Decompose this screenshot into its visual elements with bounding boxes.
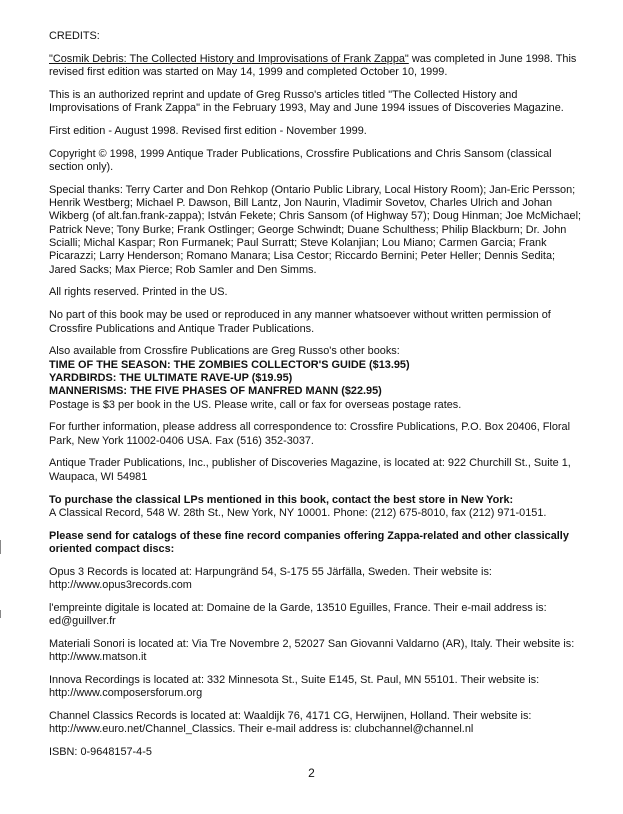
company-innova: Innova Recordings is located at: 332 Minnesota St., Suite E145, St. Paul, MN 55101. Their website is: http://www.composersforum.org xyxy=(49,673,540,700)
book-title-mannerisms: MANNERISMS: THE FIVE PHASES OF MANFRED MANN ($22.95) xyxy=(49,385,382,398)
company-channel-classics: Channel Classics Records is located at: Waaldijk 76, 4171 CG, Herwijnen, Holland. Their website is: http://www.euro.net/Channel_Classics. Their e-mail address is: clubchannel@channel.nl xyxy=(49,710,532,736)
book-title: "Cosmik Debris: The Collected History and Improvisations of Frank Zappa" xyxy=(49,52,409,65)
special-thanks-paragraph: Special thanks: Terry Carter and Don Rehkop (Ontario Public Library, Local History Room); Jan-Eric Persson; Henrik Westberg; Michael P. Dawson, Bill Lantz, Jon Naurin, Vladimir Sovetov, Charles Ulrich and Johan Wikberg (of alt.fan.frank-zappa); István Fekete; Chris Sansom (of Highway 57); Doug Hinman; Joe McMichael; Patrick Neve; Tony Burke; Frank Ostlinger; George Schwindt; Duane Schulthess; Philip Blackburn; Dr. John Scialli; Michal Kaspar; Ron Furmanek; Paul Surratt; Steve Kolanjian; Lou Miano; Carmen Garcia; Frank Picarazzi; Larry Henderson; Romano Manara; Lisa Cestor; Riccardo Bernini; Peter Heller; Dennis Sedita; Jared Sacks; Max Pierce; Rob Samler and Den Simms. xyxy=(49,183,582,276)
permission-paragraph: No part of this book may be used or reproduced in any manner whatsoever without written permission of Crossfire Publications and Antique Trader Publications. xyxy=(49,309,551,335)
company-materiali-sonori: Materiali Sonori is located at: Via Tre Novembre 2, 52027 San Giovanni Valdarno (AR), Italy. Their website is: http://www.matson.it xyxy=(49,637,575,664)
copyright-paragraph: Copyright © 1998, 1999 Antique Trader Publications, Crossfire Publications and Chris Sansom (classical section only). xyxy=(49,147,552,174)
book-title-yardbirds: YARDBIRDS: THE ULTIMATE RAVE-UP ($19.95) xyxy=(49,371,293,384)
company-opus3: Opus 3 Records is located at: Harpungränd 54, S-175 55 Järfälla, Sweden. Their website is: http://www.opus3records.com xyxy=(49,565,492,591)
classical-lps-heading: To purchase the classical LPs mentioned in this book, contact the best store in New York: xyxy=(49,493,514,506)
classical-lps-section xyxy=(49,494,584,521)
isbn: ISBN: 0-9648157-4-5 xyxy=(49,746,152,759)
page-number: 2 xyxy=(308,766,315,780)
reprint-paragraph: This is an authorized reprint and update of Greg Russo's articles titled "The Collected History and Improvisations of Frank Zappa" in the February 1993, May and June 1994 issues of Discoveries Magazine. xyxy=(49,88,564,115)
credits-page xyxy=(49,30,584,769)
other-books-section xyxy=(49,345,584,411)
credits-heading: CREDITS: xyxy=(49,30,100,42)
scan-edge-mark xyxy=(0,610,1,618)
scan-edge-mark xyxy=(0,540,1,554)
other-books-intro: Also available from Crossfire Publications are Greg Russo's other books: xyxy=(49,345,400,358)
rights-paragraph: All rights reserved. Printed in the US. xyxy=(49,286,228,299)
antique-trader-paragraph: Antique Trader Publications, Inc., publisher of Discoveries Magazine, is located at: 922 Churchill St., Suite 1, Waupaca, WI 54981 xyxy=(49,457,571,483)
completion-text: was completed in June 1998. This revised first edition was started on May 14, 1999 and completed October 10, 1999. xyxy=(49,52,577,79)
intro-paragraph xyxy=(49,53,584,80)
classical-store: A Classical Record, 548 W. 28th St., New York, NY 10001. Phone: (212) 675-8010, fax (212) 971-0151. xyxy=(49,506,547,519)
further-info-paragraph: For further information, please address all correspondence to: Crossfire Publications, P.O. Box 20406, Floral Park, New York 11002-0406 USA. Fax (516) 352-3037. xyxy=(49,421,570,447)
editions-paragraph: First edition - August 1998. Revised first edition - November 1999. xyxy=(49,124,367,137)
catalogs-heading: Please send for catalogs of these fine record companies offering Zappa-related and other classically oriented compact discs: xyxy=(49,529,569,555)
company-empreinte-digitale: l'empreinte digitale is located at: Domaine de la Garde, 13510 Eguilles, France. Their e-mail address is: ed@guillver.fr xyxy=(49,601,547,628)
postage-note: Postage is $3 per book in the US. Please write, call or fax for overseas postage rates. xyxy=(49,398,462,411)
book-title-zombies: TIME OF THE SEASON: THE ZOMBIES COLLECTOR'S GUIDE ($13.95) xyxy=(49,358,410,371)
